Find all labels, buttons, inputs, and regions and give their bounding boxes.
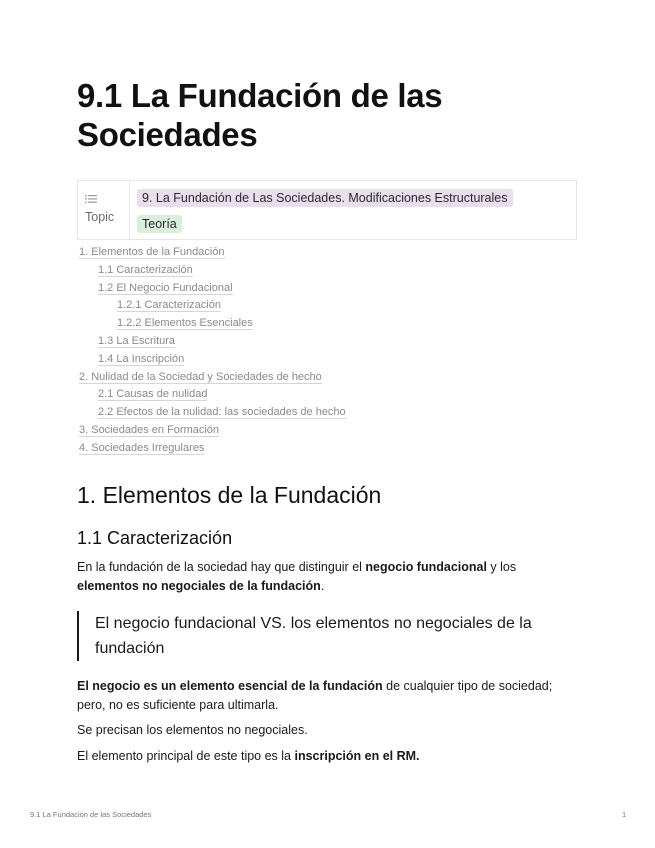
toc-item[interactable] [77, 333, 577, 351]
property-name-cell [78, 181, 130, 239]
toc-item[interactable] [77, 297, 577, 315]
page-title: 9.1 La Fundación de las Sociedades [77, 77, 443, 153]
bold-text: elementos no negociales de la fundación [77, 579, 321, 593]
section-heading: 1. Elementos de la Fundación [77, 482, 382, 508]
text-run: En la fundación de la sociedad hay que distinguir el [77, 560, 366, 574]
topic-tag[interactable]: 9. La Fundación de Las Sociedades. Modificaciones Estructurales [137, 189, 513, 207]
toc-item[interactable] [77, 386, 577, 404]
bold-text: negocio fundacional [365, 560, 487, 574]
toc-item[interactable] [77, 404, 577, 422]
toc-item[interactable] [77, 262, 577, 280]
subsection-heading: 1.1 Caracterización [77, 528, 233, 548]
text-run: y los [486, 560, 517, 574]
toc-link[interactable]: 1.3 La Escritura [98, 334, 176, 347]
toc-link[interactable]: 1.4 La Inscripción [98, 352, 185, 365]
toc-link[interactable]: 1.2.2 Elementos Esenciales [117, 317, 253, 330]
text-run: de cualquier tipo de sociedad; pero, no es suficiente para ultimarla. [77, 679, 553, 712]
bold-text: inscripción en el RM. [294, 749, 420, 763]
toc-item[interactable] [77, 315, 577, 333]
text-run: El elemento principal de este tipo es la [77, 749, 295, 763]
toc-item[interactable] [77, 422, 577, 440]
toc-item[interactable] [77, 369, 577, 387]
toc-link[interactable]: 2.1 Causas de nulidad [98, 388, 208, 401]
footer-title: 9.1 La Fundación de las Sociedades [30, 810, 152, 819]
toc-item[interactable] [77, 280, 577, 298]
essential-element-paragraph [77, 677, 577, 715]
toc-item[interactable] [77, 351, 577, 369]
table-of-contents [77, 244, 577, 458]
non-negotiable-paragraph: Se precisan los elementos no negociales. [77, 723, 308, 737]
list-icon [85, 195, 97, 203]
properties-table [77, 180, 577, 240]
page-number: 1 [622, 810, 627, 819]
toc-link[interactable]: 4. Sociedades Irregulares [79, 441, 205, 454]
toc-item[interactable] [77, 440, 577, 458]
toc-link[interactable]: 1. Elementos de la Fundación [79, 246, 225, 258]
type-tag[interactable]: Teoría [137, 215, 182, 233]
text-run: . [320, 579, 325, 593]
toc-item[interactable] [77, 244, 577, 262]
toc-link[interactable]: 1.1 Caracterización [98, 263, 193, 276]
bold-text: El negocio es un elemento esencial de la fundación [77, 679, 383, 693]
toc-link[interactable]: 1.2 El Negocio Fundacional [98, 281, 233, 294]
quote-block: El negocio fundacional VS. los elementos no negociales de la fundación [77, 611, 577, 661]
toc-link[interactable]: 3. Sociedades en Formación [79, 423, 220, 436]
toc-link[interactable]: 2.2 Efectos de la nulidad: las sociedades de hecho [98, 406, 346, 419]
property-label: Topic [85, 210, 115, 224]
intro-paragraph [77, 558, 577, 596]
main-element-paragraph [77, 747, 577, 766]
toc-link[interactable]: 1.2.1 Caracterización [117, 299, 221, 312]
property-tags [137, 189, 513, 233]
toc-link[interactable]: 2. Nulidad de la Sociedad y Sociedades de hecho [79, 370, 322, 383]
